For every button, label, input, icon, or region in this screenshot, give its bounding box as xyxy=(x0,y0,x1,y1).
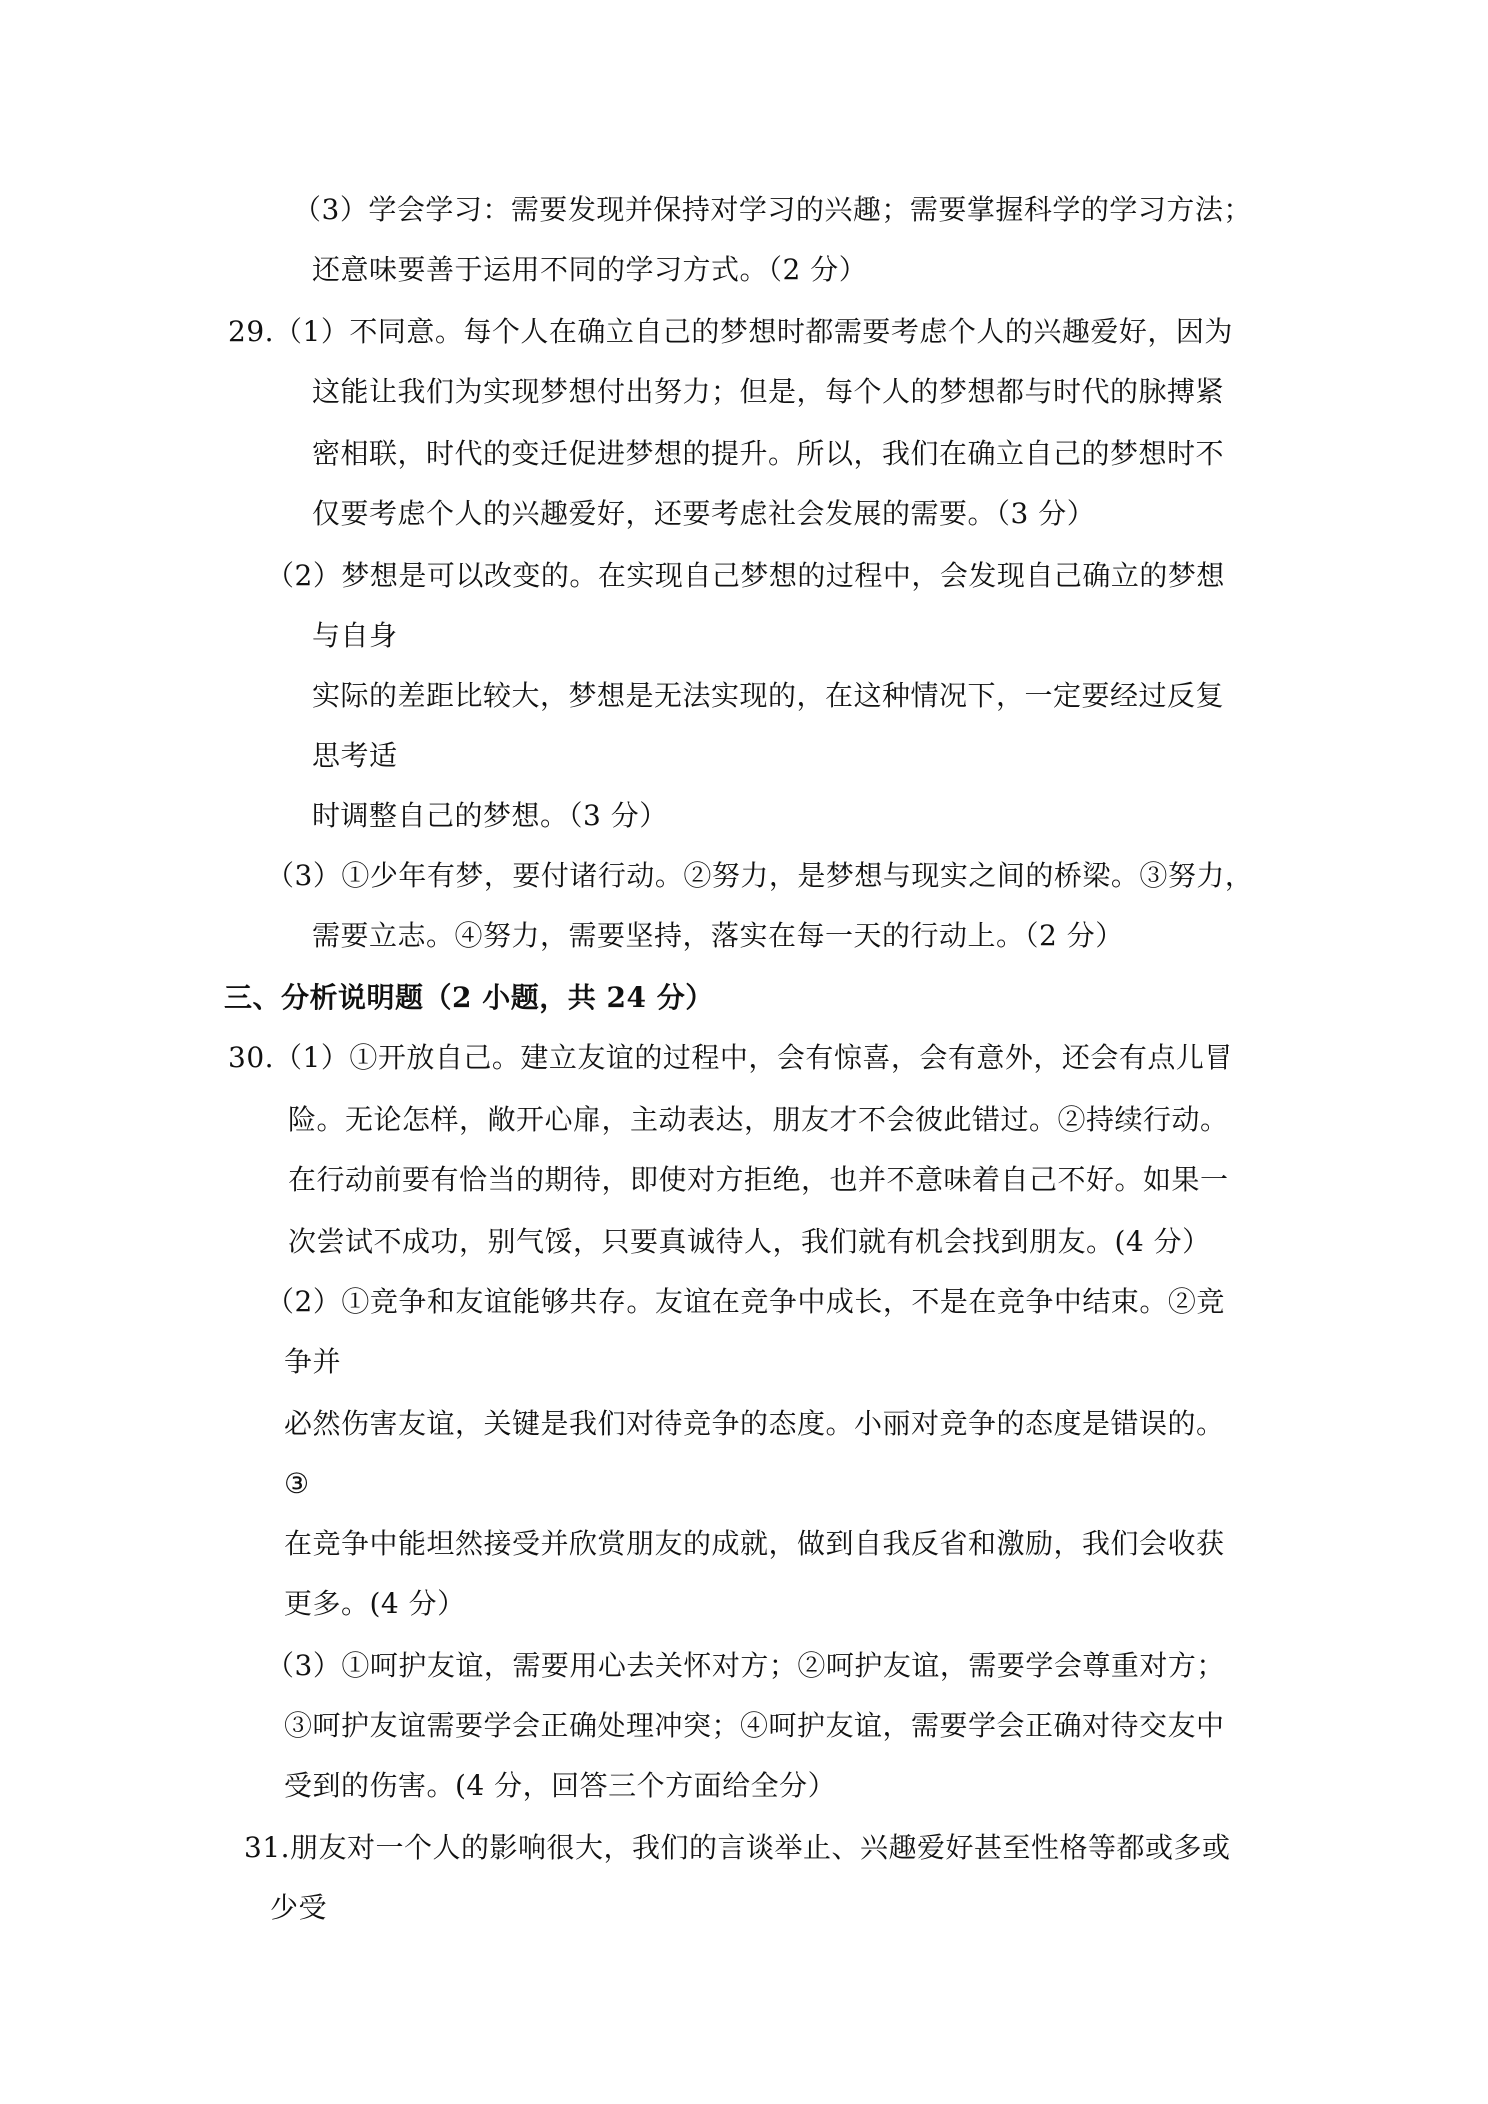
text-line: 30.（1）①开放自己。建立友谊的过程中，会有惊喜，会有意外，还会有点儿冒 xyxy=(228,1041,1233,1074)
text-line: 与自身 xyxy=(312,619,398,652)
text-line: （2）梦想是可以改变的。在实现自己梦想的过程中，会发现自己确立的梦想 xyxy=(266,559,1225,592)
text-line: 险。无论怎样，敞开心扉，主动表达，朋友才不会彼此错过。②持续行动。 xyxy=(288,1103,1229,1136)
text-line: 在竞争中能坦然接受并欣赏朋友的成就，做到自我反省和激励，我们会收获 xyxy=(284,1527,1225,1560)
text-line: 次尝试不成功，别气馁，只要真诚待人，我们就有机会找到朋友。(4 分） xyxy=(288,1225,1211,1258)
text-line: ③呵护友谊需要学会正确处理冲突；④呵护友谊，需要学会正确对待交友中 xyxy=(284,1709,1225,1742)
text-line: 这能让我们为实现梦想付出努力；但是，每个人的梦想都与时代的脉搏紧 xyxy=(312,375,1225,408)
text-line: 还意味要善于运用不同的学习方式。（2 分） xyxy=(312,253,868,286)
text-line: 实际的差距比较大，梦想是无法实现的，在这种情况下，一定要经过反复 xyxy=(312,679,1225,712)
text-line: 思考适 xyxy=(312,739,398,772)
text-line: 仅要考虑个人的兴趣爱好，还要考虑社会发展的需要。（3 分） xyxy=(312,497,1096,530)
text-line: （3）①少年有梦，要付诸行动。②努力，是梦想与现实之间的桥梁。③努力， xyxy=(266,859,1254,892)
text-line: 需要立志。④努力，需要坚持，落实在每一天的行动上。（2 分） xyxy=(312,919,1124,952)
text-line: 31.朋友对一个人的影响很大，我们的言谈举止、兴趣爱好甚至性格等都或多或 xyxy=(244,1831,1231,1864)
text-line: 在行动前要有恰当的期待，即使对方拒绝，也并不意味着自己不好。如果一 xyxy=(288,1163,1229,1196)
text-line: 29.（1）不同意。每个人在确立自己的梦想时都需要考虑个人的兴趣爱好，因为 xyxy=(228,315,1233,348)
text-line: （3）①呵护友谊，需要用心去关怀对方；②呵护友谊，需要学会尊重对方； xyxy=(266,1649,1225,1682)
text-line: 密相联，时代的变迁促进梦想的提升。所以，我们在确立自己的梦想时不 xyxy=(312,437,1225,470)
section-heading: 三、分析说明题（2 小题，共 24 分） xyxy=(224,981,714,1014)
text-line: 时调整自己的梦想。（3 分） xyxy=(312,799,668,832)
text-line: 更多。(4 分） xyxy=(284,1587,466,1620)
text-line: 受到的伤害。(4 分，回答三个方面给全分） xyxy=(284,1769,837,1802)
text-line: 争并 xyxy=(284,1345,342,1378)
text-line: （2）①竞争和友谊能够共存。友谊在竞争中成长，不是在竞争中结束。②竞 xyxy=(266,1285,1225,1318)
text-line: ③ xyxy=(284,1467,310,1500)
text-line: （3）学会学习：需要发现并保持对学习的兴趣；需要掌握科学的学习方法； xyxy=(293,193,1252,226)
text-line: 少受 xyxy=(270,1891,328,1924)
text-line: 必然伤害友谊，关键是我们对待竞争的态度。小丽对竞争的态度是错误的。 xyxy=(284,1407,1225,1440)
